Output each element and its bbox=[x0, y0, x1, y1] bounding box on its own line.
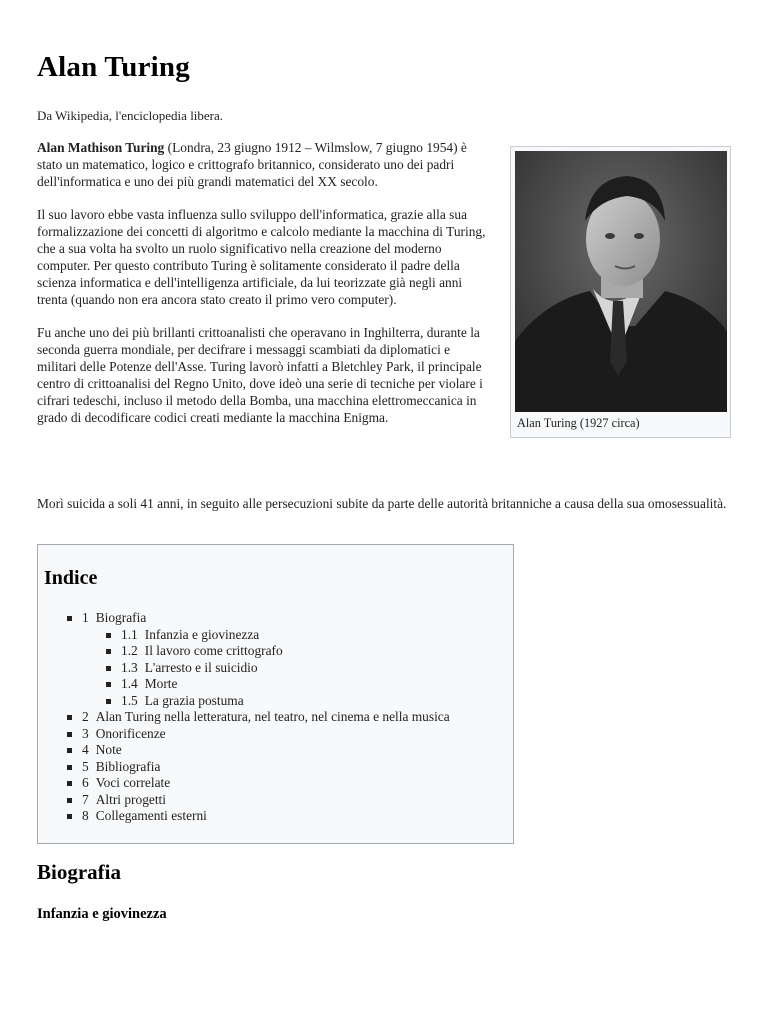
toc-number: 4 bbox=[82, 742, 89, 757]
toc-label[interactable]: Infanzia e giovinezza bbox=[144, 626, 260, 642]
bullet-icon bbox=[67, 715, 72, 720]
toc-item[interactable] bbox=[38, 759, 450, 776]
paragraph-4-wrap bbox=[37, 495, 731, 512]
infobox-caption: Alan Turing (1927 circa) bbox=[517, 416, 640, 430]
toc-number: 1.5 bbox=[121, 692, 138, 708]
paragraph-2: Il suo lavoro ebbe vasta influenza sullo sviluppo dell'informatica, grazie alla sua formalizzazione dei concetti di algoritmo e calcolo mediante la macchina di Turing, che a sua volta ha svolto un ruolo significativo nella creazione del moderno computer. Per questo contributo Turing è solitamente considerato il padre della scienza informatica e dell'intelligenza artificiale, da lui teorizzate già negli anni trenta (quando non era ancora stato creato il primo vero computer). bbox=[37, 207, 486, 307]
toc-number: 5 bbox=[82, 758, 89, 774]
toc-item[interactable] bbox=[38, 742, 450, 759]
toc-label[interactable]: La grazia postuma bbox=[144, 692, 244, 708]
toc-number: 8 bbox=[82, 808, 89, 823]
section-heading-biografia: Biografia bbox=[37, 860, 121, 884]
toc-number: 1.2 bbox=[121, 643, 138, 658]
bullet-icon bbox=[106, 682, 111, 687]
paragraph-4: Morì suicida a soli 41 anni, in seguito alle persecuzioni subite da parte delle autorità britanniche a causa della sua omosessualità. bbox=[37, 496, 727, 511]
toc-label[interactable]: Bibliografia bbox=[95, 758, 161, 774]
infobox-thumbnail[interactable] bbox=[510, 146, 731, 438]
bullet-icon bbox=[106, 666, 111, 671]
toc-number: 6 bbox=[82, 775, 89, 790]
toc-number: 3 bbox=[82, 725, 89, 741]
bullet-icon bbox=[106, 633, 111, 638]
toc-number: 1.3 bbox=[121, 659, 138, 675]
toc-item[interactable] bbox=[38, 709, 450, 726]
toc-number: 2 bbox=[82, 709, 89, 724]
subsection-heading-infanzia: Infanzia e giovinezza bbox=[37, 906, 167, 922]
toc-number: 7 bbox=[82, 791, 89, 807]
intro-paragraph-rest: (Londra, 23 giugno 1912 – Wilmslow, 7 giugno 1954) è stato un matematico, logico e crittografo britannico, considerato uno dei padri dell'informatica e uno dei più grandi matematici del XX secolo. bbox=[37, 140, 467, 189]
toc-item[interactable] bbox=[38, 643, 450, 660]
toc-label[interactable]: Note bbox=[95, 742, 122, 757]
tagline: Da Wikipedia, l'enciclopedia libera. bbox=[37, 108, 224, 123]
toc-number: 1.4 bbox=[121, 676, 138, 691]
intro-text bbox=[37, 139, 489, 442]
toc-label[interactable]: Biografia bbox=[95, 610, 147, 625]
intro-paragraph bbox=[37, 139, 489, 190]
toc-label[interactable]: Il lavoro come crittografo bbox=[144, 643, 283, 658]
toc-label[interactable]: Voci correlate bbox=[95, 775, 171, 790]
bullet-icon bbox=[106, 699, 111, 704]
toc-label[interactable]: Onorificenze bbox=[95, 725, 166, 741]
bullet-icon bbox=[67, 732, 72, 737]
paragraph-3: Fu anche uno dei più brillanti crittoanalisti che operavano in Inghilterra, durante la seconda guerra mondiale, per decifrare i messaggi scambiati da diplomatici e militari delle Potenze dell'Asse. Turing lavorò infatti a Bletchley Park, il principale centro di crittoanalisi del Regno Unito, dove ideò una serie di tecniche per violare i cifrari tedeschi, incluso il metodo della Bomba, una macchina elettromeccanica in grado di decodificare codici creati mediante la macchina Enigma. bbox=[37, 325, 483, 425]
bullet-icon bbox=[67, 781, 72, 786]
bullet-icon bbox=[67, 616, 72, 621]
toc-label[interactable]: Altri progetti bbox=[95, 791, 166, 807]
table-of-contents bbox=[37, 544, 514, 844]
intro-bold-name: Alan Mathison Turing bbox=[37, 140, 165, 155]
toc-item[interactable] bbox=[38, 627, 450, 644]
portrait-image bbox=[515, 151, 727, 412]
toc-item[interactable] bbox=[38, 792, 450, 809]
toc-number: 1.1 bbox=[121, 626, 138, 642]
toc-title: Indice bbox=[44, 567, 98, 589]
toc-label[interactable]: Collegamenti esterni bbox=[95, 808, 207, 823]
toc-label[interactable]: Morte bbox=[144, 676, 178, 691]
toc-list bbox=[38, 610, 450, 825]
toc-item[interactable] bbox=[38, 808, 450, 825]
bullet-icon bbox=[106, 649, 111, 654]
bullet-icon bbox=[67, 814, 72, 819]
toc-item[interactable] bbox=[38, 610, 450, 627]
bullet-icon bbox=[67, 798, 72, 803]
toc-item[interactable] bbox=[38, 775, 450, 792]
toc-item[interactable] bbox=[38, 726, 450, 743]
toc-label[interactable]: L'arresto e il suicidio bbox=[144, 659, 258, 675]
page-title: Alan Turing bbox=[37, 51, 190, 83]
bullet-icon bbox=[67, 765, 72, 770]
toc-item[interactable] bbox=[38, 676, 450, 693]
toc-number: 1 bbox=[82, 610, 89, 625]
toc-item[interactable] bbox=[38, 693, 450, 710]
bullet-icon bbox=[67, 748, 72, 753]
portrait-photo[interactable] bbox=[515, 151, 727, 412]
toc-item[interactable] bbox=[38, 660, 450, 677]
toc-label[interactable]: Alan Turing nella letteratura, nel teatro, nel cinema e nella musica bbox=[95, 709, 450, 724]
